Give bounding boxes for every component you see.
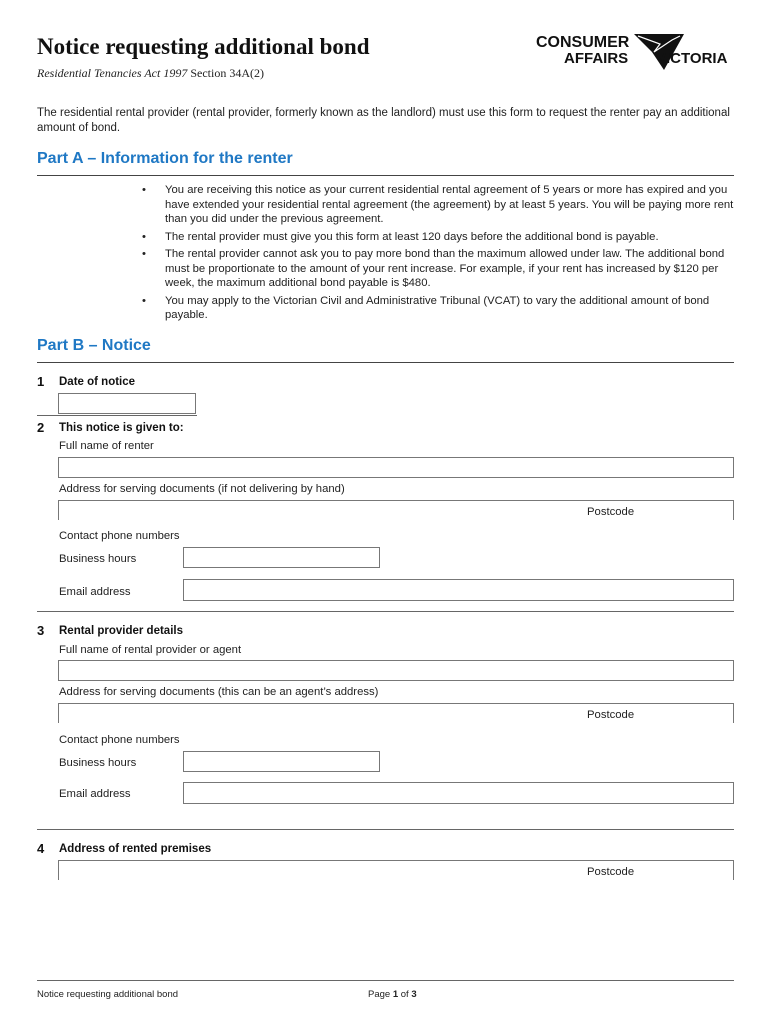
svg-text:AFFAIRS: AFFAIRS — [564, 50, 629, 67]
question-1-label: Date of notice — [59, 376, 136, 388]
bullet-item: • The rental provider must give you this form at least 120 days before the additional bond is payable. — [142, 230, 734, 245]
provider-postcode-label: Postcode — [587, 709, 635, 721]
provider-business-hours-input[interactable] — [183, 751, 380, 772]
svg-text:CONSUMER: CONSUMER — [536, 34, 630, 51]
part-a-heading: Part A – Information for the renter — [37, 150, 293, 167]
premises-postcode-label: Postcode — [587, 866, 635, 878]
intro-text: The residential rental provider (rental provider, formerly known as the landlord) must use this form to request the renter pay an additional amount of bond. — [37, 107, 730, 134]
consumer-affairs-victoria-logo — [534, 30, 729, 72]
provider-email-label: Email address — [59, 788, 131, 800]
provider-business-hours-label: Business hours — [59, 757, 137, 769]
page-total: 3 — [411, 989, 417, 1000]
footer-page-number — [368, 989, 417, 1000]
question-1-number: 1 — [37, 374, 45, 389]
renter-email-input[interactable] — [183, 579, 734, 601]
part-b-heading: Part B – Notice — [37, 337, 151, 354]
q3-rule — [37, 829, 734, 830]
renter-name-label: Full name of renter — [59, 440, 154, 452]
part-a-bullet-list — [142, 183, 734, 326]
footer-rule — [37, 980, 734, 981]
q1-rule — [37, 415, 197, 416]
act-reference — [37, 66, 264, 81]
part-b-rule — [37, 362, 734, 363]
provider-name-input[interactable] — [58, 660, 734, 681]
question-3-number: 3 — [37, 623, 45, 638]
page-word: Page — [368, 989, 391, 1000]
q2-rule — [37, 611, 734, 612]
question-2-label: This notice is given to: — [59, 422, 184, 434]
question-4-number: 4 — [37, 841, 45, 856]
renter-contact-label: Contact phone numbers — [59, 530, 180, 542]
renter-address-label: Address for serving documents (if not delivering by hand) — [59, 483, 345, 495]
act-section: Section 34A(2) — [190, 66, 264, 80]
page-title: Notice requesting additional bond — [37, 34, 370, 59]
provider-email-input[interactable] — [183, 782, 734, 804]
footer-doc-name: Notice requesting additional bond — [37, 989, 179, 1000]
question-2-number: 2 — [37, 420, 45, 435]
date-of-notice-input[interactable] — [58, 393, 196, 414]
page-current: 1 — [392, 989, 399, 1000]
renter-business-hours-label: Business hours — [59, 553, 137, 565]
provider-contact-label: Contact phone numbers — [59, 734, 180, 746]
bullet-item: • You are receiving this notice as your current residential rental agreement of 5 years or more has expired and you have extended your residential rental agreement (the agreement) by at least 5 years. You will be paying more rent than you did under the previous agreement. — [142, 183, 734, 227]
bullet-item: • You may apply to the Victorian Civil and Administrative Tribunal (VCAT) to vary the additional amount of bond payable. — [142, 294, 734, 323]
page-of: of — [400, 989, 409, 1000]
svg-text:VICTORIA: VICTORIA — [656, 50, 728, 67]
renter-business-hours-input[interactable] — [183, 547, 380, 568]
bullet-item: • The rental provider cannot ask you to pay more bond than the maximum allowed under law. The additional bond must be proportionate to the amount of your rent increase. For example, if your rent has increased by $120 per week, the maximum additional bond payable is $480. — [142, 247, 734, 291]
renter-name-input[interactable] — [58, 457, 734, 478]
question-3-label: Rental provider details — [59, 625, 183, 637]
renter-email-label: Email address — [59, 586, 131, 598]
provider-address-label: Address for serving documents (this can be an agent’s address) — [59, 686, 379, 698]
renter-postcode-label: Postcode — [587, 506, 635, 518]
act-name: Residential Tenancies Act 1997 — [37, 66, 188, 80]
part-a-rule — [37, 175, 734, 176]
provider-name-label: Full name of rental provider or agent — [59, 644, 242, 656]
question-4-label: Address of rented premises — [59, 843, 212, 855]
